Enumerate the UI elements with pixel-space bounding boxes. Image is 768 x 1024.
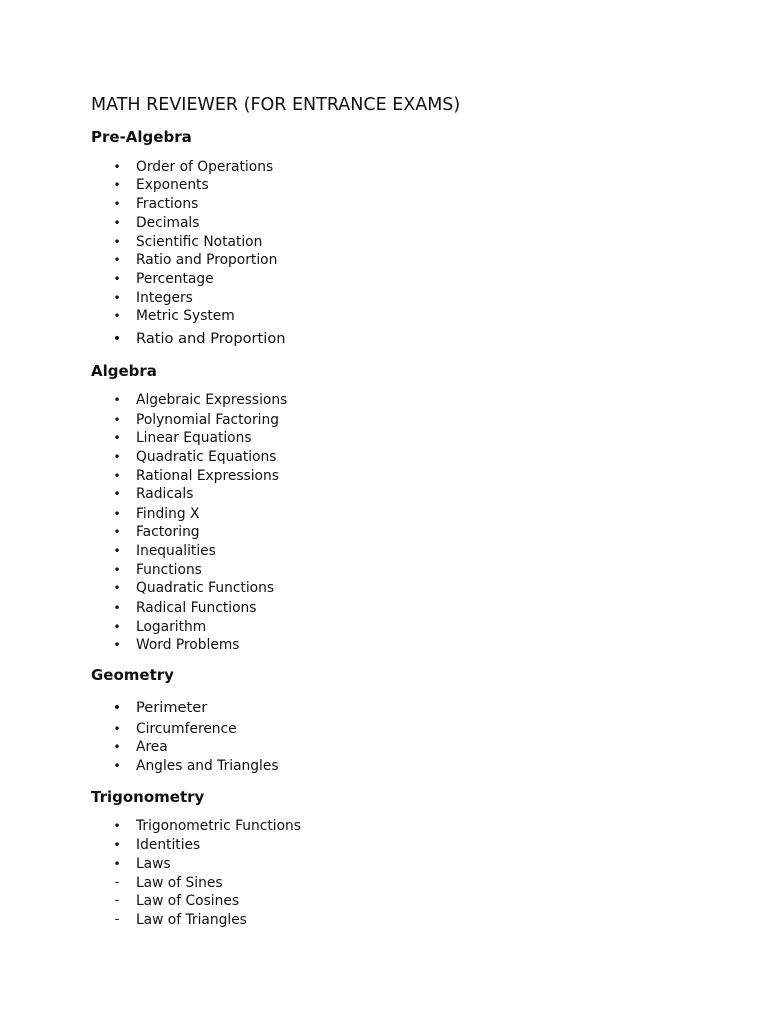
list-item-text: Functions [136,562,202,578]
list-item [0,270,700,288]
list-item [0,836,700,854]
list-item-text: Linear Equations [136,430,252,446]
list-item-text: Law of Triangles [136,912,247,928]
bullet-icon: • [113,857,121,871]
list-item-text: Area [136,739,168,755]
list-item-text: Scientific Notation [136,234,263,250]
list-item-text: Metric System [136,308,235,324]
list-item [0,618,700,636]
list-item-text: Law of Cosines [136,893,240,909]
list-item [0,738,700,756]
list-item [0,467,700,485]
list-item-text: Quadratic Functions [136,580,275,596]
list-item [0,158,700,176]
list-item-text: Quadratic Equations [136,449,277,465]
section-heading-pre-algebra: Pre-Algebra [91,128,192,146]
list-item [0,636,700,654]
list-item [0,485,700,503]
list-item-text: Word Problems [136,637,240,653]
list-item [0,448,700,466]
list-item [0,599,700,617]
bullet-icon: • [113,197,121,211]
bullet-icon: • [113,563,121,577]
list-item-text: Exponents [136,177,209,193]
bullet-icon: • [113,525,121,539]
bullet-icon: • [113,722,121,736]
list-item-text: Ratio and Proportion [136,330,286,347]
list-item-text: Trigonometric Functions [136,818,301,834]
list-item [0,411,700,429]
list-item [0,307,700,325]
bullet-icon: • [113,216,121,230]
bullet-icon: • [112,331,122,347]
bullet-icon: • [113,413,121,427]
document-title: MATH REVIEWER (FOR ENTRANCE EXAMS) [91,95,461,115]
bullet-icon: • [113,759,121,773]
list-item-text: Angles and Triangles [136,758,279,774]
list-item-text: Law of Sines [136,875,223,891]
list-item-text: Circumference [136,721,237,737]
list-item [0,233,700,251]
list-item [0,699,700,717]
list-item-text: Inequalities [136,543,216,559]
list-item-text: Rational Expressions [136,468,279,484]
section-heading-algebra: Algebra [91,362,157,380]
list-item-text: Logarithm [136,619,207,635]
bullet-icon: • [113,740,121,754]
bullet-icon: • [113,393,121,407]
list-item-text: Factoring [136,524,200,540]
list-item [0,505,700,523]
bullet-icon: • [113,291,121,305]
list-item [0,523,700,541]
list-item-text: Algebraic Expressions [136,392,288,408]
dash-icon: - [114,893,120,908]
list-item-text: Percentage [136,271,214,287]
dash-icon: - [114,875,120,890]
list-item-text: Integers [136,290,193,306]
list-item [0,542,700,560]
list-item [0,391,700,409]
list-item [0,251,700,269]
list-item [0,911,700,929]
list-item [0,874,700,892]
bullet-icon: • [113,544,121,558]
list-item-text: Laws [136,856,171,872]
bullet-icon: • [113,431,121,445]
list-item [0,892,700,910]
bullet-icon: • [112,700,122,716]
list-item-text: Ratio and Proportion [136,252,278,268]
section-heading-trigonometry: Trigonometry [91,788,205,806]
bullet-icon: • [113,160,121,174]
bullet-icon: • [113,620,121,634]
list-item-text: Radical Functions [136,600,257,616]
bullet-icon: • [113,469,121,483]
list-item-text: Identities [136,837,201,853]
list-item [0,579,700,597]
list-item [0,757,700,775]
bullet-icon: • [113,487,121,501]
bullet-icon: • [113,581,121,595]
bullet-icon: • [113,819,121,833]
list-item-text: Fractions [136,196,199,212]
bullet-icon: • [113,507,121,521]
bullet-icon: • [113,272,121,286]
list-item-text: Radicals [136,486,194,502]
bullet-icon: • [113,601,121,615]
list-item [0,330,700,348]
list-item-text: Decimals [136,215,200,231]
bullet-icon: • [113,253,121,267]
list-item-text: Perimeter [136,699,208,716]
dash-icon: - [114,912,120,927]
list-item [0,855,700,873]
list-item [0,195,700,213]
list-item-text: Order of Operations [136,159,274,175]
list-item [0,720,700,738]
list-item [0,817,700,835]
bullet-icon: • [113,450,121,464]
list-item [0,176,700,194]
bullet-icon: • [113,838,121,852]
bullet-icon: • [113,309,121,323]
section-heading-geometry: Geometry [91,666,174,684]
bullet-icon: • [113,638,121,652]
bullet-icon: • [113,235,121,249]
list-item [0,289,700,307]
list-item [0,561,700,579]
list-item-text: Finding X [136,506,200,522]
list-item-text: Polynomial Factoring [136,412,279,428]
list-item [0,214,700,232]
list-item [0,429,700,447]
bullet-icon: • [113,178,121,192]
